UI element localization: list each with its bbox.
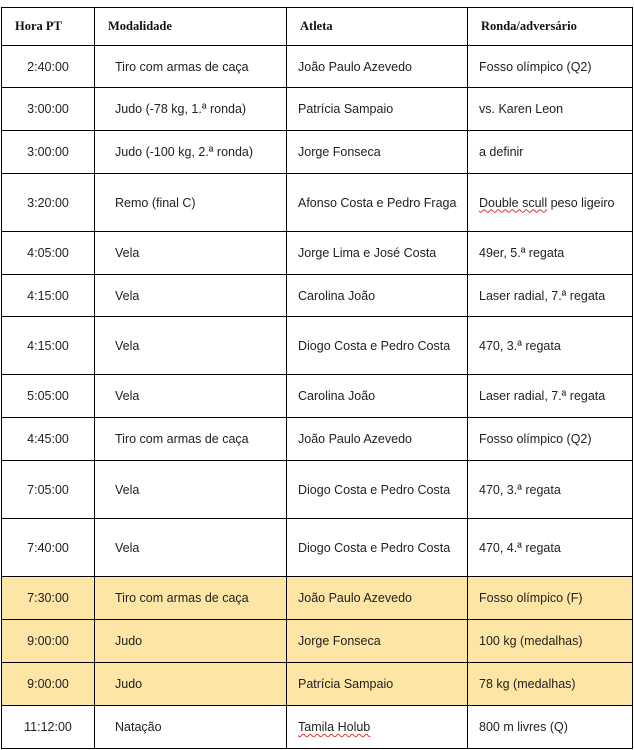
cell-modalidade: Judo (-100 kg, 2.ª ronda) <box>95 131 287 174</box>
table-row <box>2 577 633 620</box>
cell-ronda: Fosso olímpico (Q2) <box>468 46 633 88</box>
cell-ronda: 470, 3.ª regata <box>468 461 633 519</box>
cell-modalidade: Tiro com armas de caça <box>95 577 287 620</box>
cell-modalidade: Judo <box>95 663 287 706</box>
spellcheck-underline: Tamila Holub <box>298 720 371 734</box>
table-row <box>2 46 633 88</box>
table-row <box>2 232 633 275</box>
cell-hora: 3:20:00 <box>2 174 95 232</box>
cell-hora: 7:30:00 <box>2 577 95 620</box>
cell-ronda: 49er, 5.ª regata <box>468 232 633 275</box>
cell-atleta: Carolina João <box>287 375 468 418</box>
cell-ronda: 800 m livres (Q) <box>468 706 633 749</box>
cell-modalidade: Vela <box>95 232 287 275</box>
cell-hora: 7:40:00 <box>2 519 95 577</box>
cell-atleta: Carolina João <box>287 275 468 317</box>
cell-ronda: Laser radial, 7.ª regata <box>468 275 633 317</box>
table-row <box>2 663 633 706</box>
table-header-row <box>2 8 633 46</box>
cell-atleta: João Paulo Azevedo <box>287 46 468 88</box>
cell-modalidade: Vela <box>95 519 287 577</box>
cell-atleta: Diogo Costa e Pedro Costa <box>287 317 468 375</box>
header-ronda: Ronda/adversário <box>468 8 633 46</box>
cell-ronda: Fosso olímpico (Q2) <box>468 418 633 461</box>
header-atleta: Atleta <box>287 8 468 46</box>
cell-modalidade: Vela <box>95 317 287 375</box>
table-row <box>2 519 633 577</box>
table-row <box>2 174 633 232</box>
cell-ronda: Laser radial, 7.ª regata <box>468 375 633 418</box>
schedule-table-wrapper <box>1 7 633 749</box>
cell-ronda: 470, 4.ª regata <box>468 519 633 577</box>
cell-hora: 4:05:00 <box>2 232 95 275</box>
cell-hora: 7:05:00 <box>2 461 95 519</box>
cell-atleta: João Paulo Azevedo <box>287 418 468 461</box>
cell-modalidade: Tiro com armas de caça <box>95 418 287 461</box>
cell-modalidade: Vela <box>95 375 287 418</box>
cell-hora: 4:15:00 <box>2 275 95 317</box>
header-modalidade: Modalidade <box>95 8 287 46</box>
cell-modalidade: Vela <box>95 275 287 317</box>
table-body <box>2 46 633 749</box>
cell-modalidade: Vela <box>95 461 287 519</box>
cell-modalidade: Judo (-78 kg, 1.ª ronda) <box>95 88 287 131</box>
cell-hora: 9:00:00 <box>2 663 95 706</box>
table-row <box>2 131 633 174</box>
cell-atleta: João Paulo Azevedo <box>287 577 468 620</box>
cell-hora: 4:15:00 <box>2 317 95 375</box>
cell-atleta: Diogo Costa e Pedro Costa <box>287 461 468 519</box>
cell-hora: 4:45:00 <box>2 418 95 461</box>
table-row <box>2 317 633 375</box>
cell-hora: 11:12:00 <box>2 706 95 749</box>
cell-ronda: Fosso olímpico (F) <box>468 577 633 620</box>
cell-ronda: 100 kg (medalhas) <box>468 620 633 663</box>
cell-hora: 3:00:00 <box>2 88 95 131</box>
table-row <box>2 706 633 749</box>
cell-atleta: Patrícia Sampaio <box>287 88 468 131</box>
cell-atleta: Jorge Lima e José Costa <box>287 232 468 275</box>
cell-ronda: a definir <box>468 131 633 174</box>
table-row <box>2 620 633 663</box>
cell-ronda: vs. Karen Leon <box>468 88 633 131</box>
cell-hora: 9:00:00 <box>2 620 95 663</box>
cell-atleta: Patrícia Sampaio <box>287 663 468 706</box>
header-hora: Hora PT <box>2 8 95 46</box>
cell-atleta: Jorge Fonseca <box>287 620 468 663</box>
cell-hora: 2:40:00 <box>2 46 95 88</box>
cell-atleta <box>287 706 468 749</box>
cell-modalidade: Tiro com armas de caça <box>95 46 287 88</box>
table-row <box>2 461 633 519</box>
cell-modalidade: Judo <box>95 620 287 663</box>
cell-ronda: 78 kg (medalhas) <box>468 663 633 706</box>
cell-atleta: Diogo Costa e Pedro Costa <box>287 519 468 577</box>
cell-atleta: Jorge Fonseca <box>287 131 468 174</box>
cell-modalidade: Remo (final C) <box>95 174 287 232</box>
table-row <box>2 375 633 418</box>
table-row <box>2 275 633 317</box>
cell-modalidade: Natação <box>95 706 287 749</box>
table-row <box>2 88 633 131</box>
cell-ronda: 470, 3.ª regata <box>468 317 633 375</box>
schedule-table <box>1 7 633 749</box>
table-row <box>2 418 633 461</box>
cell-hora: 3:00:00 <box>2 131 95 174</box>
spellcheck-underline: Double scull <box>479 195 548 210</box>
cell-atleta: Afonso Costa e Pedro Fraga <box>287 174 468 232</box>
cell-hora: 5:05:00 <box>2 375 95 418</box>
cell-ronda: Double scull peso ligeiro <box>468 174 633 232</box>
